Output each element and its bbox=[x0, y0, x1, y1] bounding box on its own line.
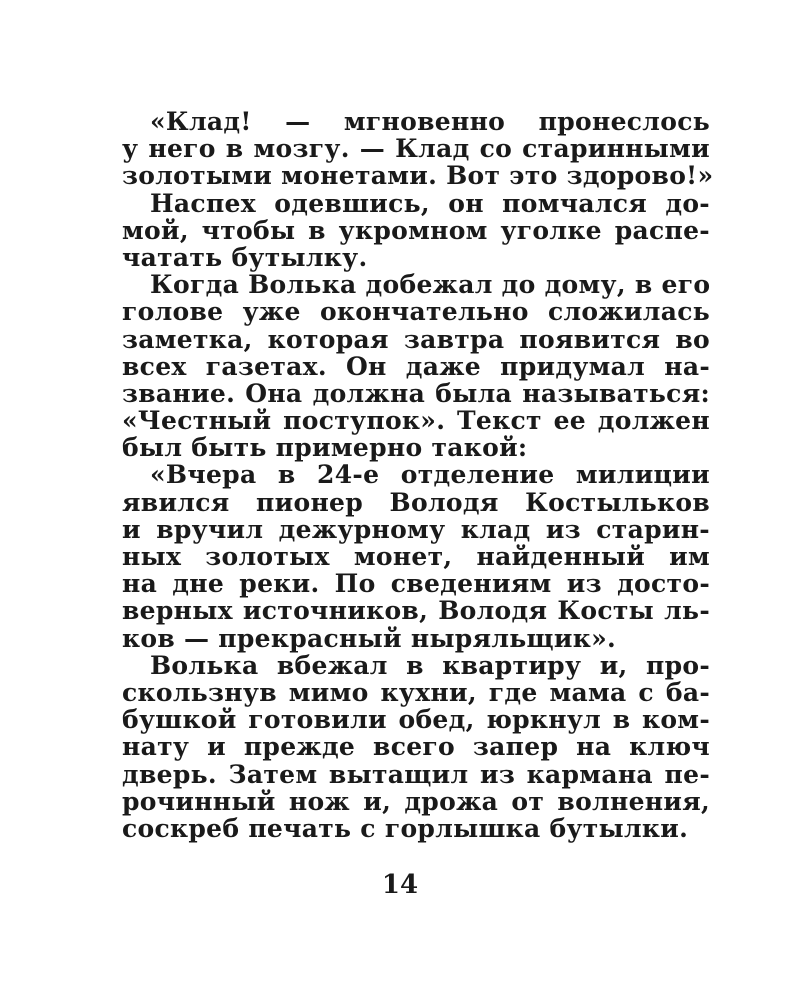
text-line: явился пионер Володя Костыльков bbox=[122, 487, 710, 517]
text-line: заметка, которая завтра появится во bbox=[122, 324, 710, 354]
text-line: Наспех одевшись, он помчался до- bbox=[150, 188, 710, 218]
text-line: чатать бутылку. bbox=[122, 242, 368, 272]
text-line: золотыми монетами. Вот это здорово!» bbox=[122, 161, 714, 191]
text-line: «Вчера в 24-е отделение милиции bbox=[150, 460, 710, 490]
text-line: у него в мозгу. — Клад со старинными bbox=[122, 134, 710, 164]
text-line: ков — прекрасный ныряльщик». bbox=[122, 623, 617, 653]
text-line: мой, чтобы в укромном уголке распе- bbox=[122, 215, 710, 245]
text-line: всех газетах. Он даже придумал на- bbox=[122, 351, 710, 381]
text-line: ных золотых монет, найденный им bbox=[122, 542, 710, 571]
page-number: 14 bbox=[381, 870, 419, 900]
text-line: соскреб печать с горлышка бутылки. bbox=[122, 813, 689, 843]
text-line: Волька вбежал в квартиру и, про- bbox=[150, 650, 710, 680]
text-line: рочинный нож и, дрожа от волнения, bbox=[122, 786, 710, 816]
text-line: дверь. Затем вытащил из кармана пе- bbox=[122, 759, 710, 789]
text-line: верных источников, Володя Косты ль- bbox=[122, 596, 710, 626]
text-line: «Клад! — мгновенно пронеслось bbox=[150, 107, 710, 136]
text-line: бушкой готовили обед, юркнул в ком- bbox=[122, 705, 710, 735]
text-line: звание. Она должна была называться: bbox=[122, 378, 710, 408]
body-text bbox=[122, 107, 714, 843]
text-line: Когда Волька добежал до дому, в его bbox=[150, 270, 711, 300]
text-line: нату и прежде всего запер на ключ bbox=[122, 732, 710, 762]
text-line: «Честный поступок». Текст ее должен bbox=[122, 406, 710, 436]
text-line: был быть примерно такой: bbox=[122, 433, 528, 463]
text-line: голове уже окончательно сложилась bbox=[122, 297, 710, 327]
text-line: скользнув мимо кухни, где мама с ба- bbox=[122, 677, 710, 707]
text-line: на дне реки. По сведениям из досто- bbox=[122, 569, 710, 599]
text-line: и вручил дежурному клад из старин- bbox=[122, 514, 710, 544]
